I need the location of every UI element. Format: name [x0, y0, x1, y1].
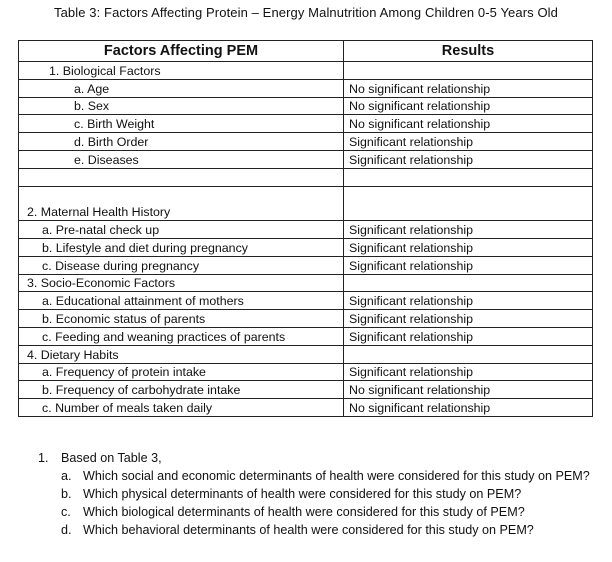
table-row — [19, 150, 593, 168]
result-cell: Significant relationship — [344, 150, 593, 168]
result-cell: Significant relationship — [344, 238, 593, 256]
table-row — [19, 345, 593, 363]
factor-item: b. Lifestyle and diet during pregnancy — [19, 238, 344, 256]
questions-list — [38, 449, 598, 539]
question-text: Which physical determinants of health were considered for this study on PEM? — [83, 487, 522, 501]
question-letter: b. — [61, 487, 72, 501]
result-cell — [344, 203, 593, 220]
factor-item: a. Pre-natal check up — [19, 221, 344, 239]
table-row — [19, 79, 593, 97]
question-letter: c. — [61, 505, 71, 519]
result-cell: No significant relationship — [344, 381, 593, 399]
table-row — [19, 399, 593, 417]
factor-category: 2. Maternal Health History — [19, 203, 344, 220]
factor-category: 1. Biological Factors — [19, 62, 344, 80]
table-header-row — [19, 41, 593, 62]
question-letter: d. — [61, 523, 72, 537]
result-cell: Significant relationship — [344, 221, 593, 239]
question-item-a — [38, 467, 598, 485]
result-cell: Significant relationship — [344, 256, 593, 274]
table-caption: Table 3: Factors Affecting Protein – Energy Malnutrition Among Children 0-5 Years Old — [54, 5, 558, 20]
factor-empty — [19, 186, 344, 203]
factor-item: c. Birth Weight — [19, 115, 344, 133]
result-cell: Significant relationship — [344, 327, 593, 345]
table-row — [19, 221, 593, 239]
result-empty — [344, 186, 593, 203]
pem-factors-table — [18, 40, 593, 417]
result-cell — [344, 62, 593, 80]
factor-category: 4. Dietary Habits — [19, 345, 344, 363]
question-letter: a. — [61, 469, 72, 483]
result-cell: Significant relationship — [344, 310, 593, 328]
table-row — [19, 292, 593, 310]
table-row-empty — [19, 168, 593, 186]
question-number: 1. — [38, 451, 49, 465]
header-results: Results — [344, 41, 593, 62]
factor-item: d. Birth Order — [19, 133, 344, 151]
table-row — [19, 133, 593, 151]
factor-category: 3. Socio-Economic Factors — [19, 274, 344, 292]
table-row — [19, 238, 593, 256]
factor-item: a. Age — [19, 79, 344, 97]
table-row — [19, 381, 593, 399]
table-row — [19, 115, 593, 133]
question-item-b — [38, 485, 598, 503]
table-row — [19, 203, 593, 220]
result-cell: Significant relationship — [344, 133, 593, 151]
table-row — [19, 363, 593, 381]
result-cell: No significant relationship — [344, 97, 593, 115]
factor-item: b. Sex — [19, 97, 344, 115]
table-row — [19, 274, 593, 292]
factor-item: c. Disease during pregnancy — [19, 256, 344, 274]
question-text: Which behavioral determinants of health were considered for this study on PEM? — [83, 523, 534, 537]
result-cell: No significant relationship — [344, 79, 593, 97]
result-empty — [344, 168, 593, 186]
question-item-c — [38, 503, 598, 521]
factor-empty — [19, 168, 344, 186]
question-intro: Based on Table 3, — [61, 451, 162, 465]
question-item-d — [38, 521, 598, 539]
question-text: Which biological determinants of health were considered for this study of PEM? — [83, 505, 525, 519]
question-1 — [38, 449, 598, 467]
result-cell — [344, 274, 593, 292]
factor-item: e. Diseases — [19, 150, 344, 168]
result-cell: No significant relationship — [344, 115, 593, 133]
factor-item: c. Number of meals taken daily — [19, 399, 344, 417]
table-row — [19, 97, 593, 115]
question-text: Which social and economic determinants of health were considered for this study on PEM? — [83, 469, 590, 483]
result-cell: Significant relationship — [344, 363, 593, 381]
result-cell — [344, 345, 593, 363]
result-cell: No significant relationship — [344, 399, 593, 417]
table-row — [19, 62, 593, 80]
table-row — [19, 327, 593, 345]
result-cell: Significant relationship — [344, 292, 593, 310]
header-factors: Factors Affecting PEM — [19, 41, 344, 62]
factor-item: b. Frequency of carbohydrate intake — [19, 381, 344, 399]
factor-item: b. Economic status of parents — [19, 310, 344, 328]
factor-item: c. Feeding and weaning practices of parents — [19, 327, 344, 345]
table-row — [19, 310, 593, 328]
table-row — [19, 256, 593, 274]
table-row-empty — [19, 186, 593, 203]
factor-item: a. Educational attainment of mothers — [19, 292, 344, 310]
factor-item: a. Frequency of protein intake — [19, 363, 344, 381]
